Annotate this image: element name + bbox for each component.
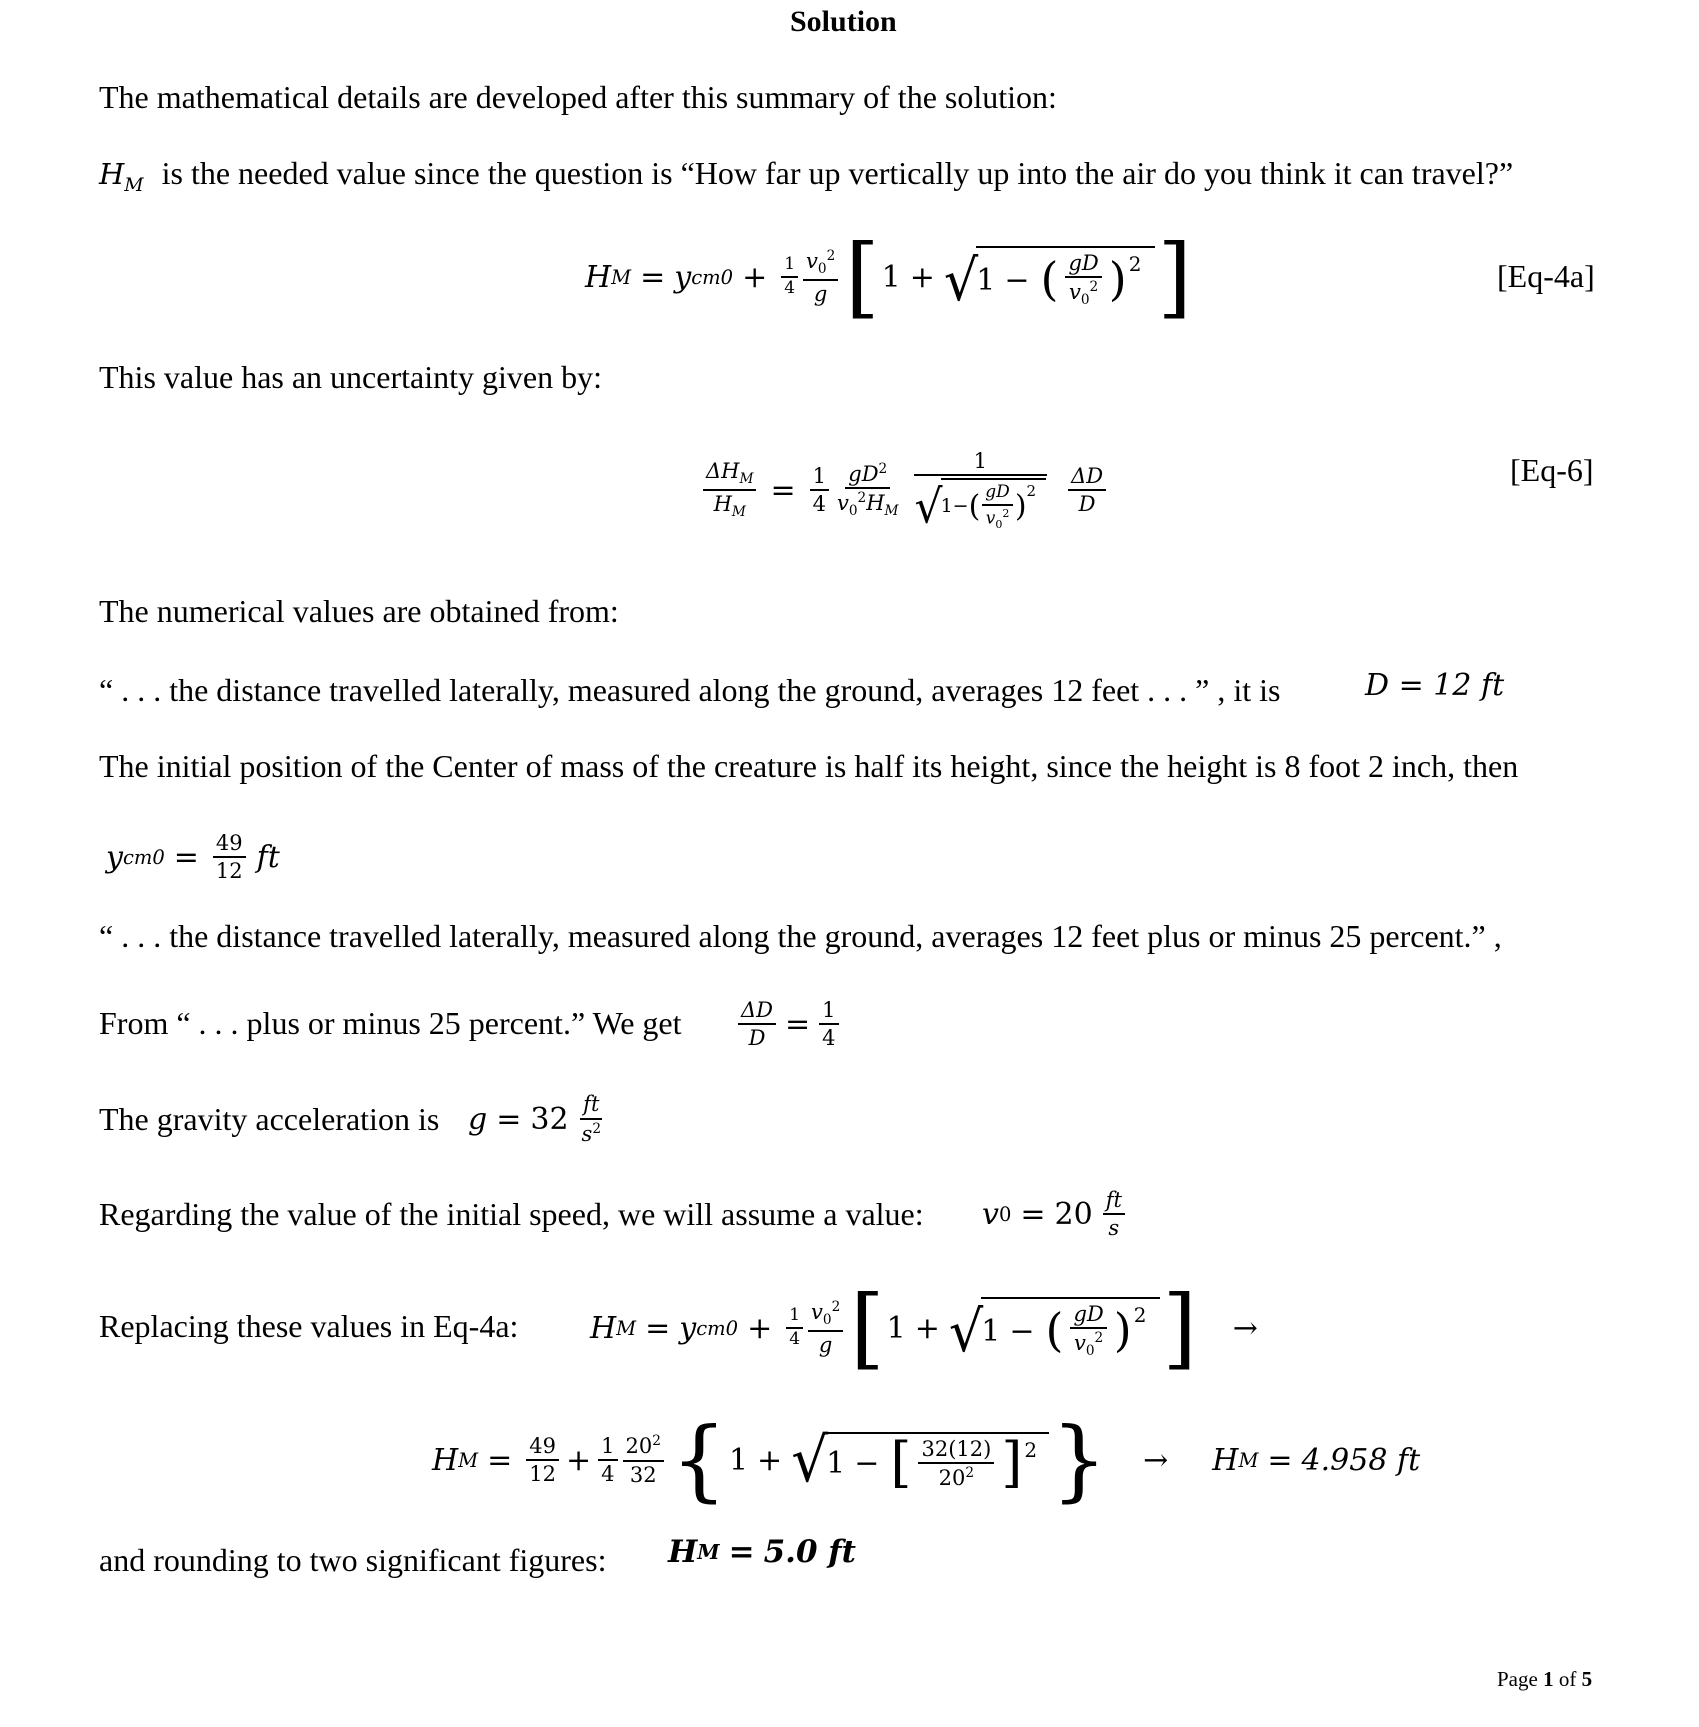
- speed-text: Regarding the value of the initial speed, we will assume a value:: [99, 1196, 924, 1232]
- page-number: Page 1 of 5: [1497, 1667, 1593, 1691]
- left-bracket: [: [845, 224, 880, 328]
- page-title: Solution: [790, 5, 897, 38]
- quarter-fraction: $\frac{1}{4}$: [781, 256, 798, 298]
- center-of-mass-text: The initial position of the Center of mass of the creature is half its height, since the height is 8 foot 2 inch, then: [99, 748, 1519, 784]
- inverse-root-fraction: 1 √ 1− ( $\frac{gD}{v_0^2}$ ) $^2$: [912, 450, 1050, 531]
- D-value: D = 12 ft: [1365, 668, 1505, 703]
- dD-over-D: $\frac{\Delta D}{D}$: [1068, 465, 1106, 515]
- from-text: From “ . . . plus or minus 25 percent.” We get: [99, 1005, 682, 1041]
- v0sq-over-g: $\frac{v_0^2}{g}$: [803, 249, 838, 305]
- arrow-icon: →: [1232, 1310, 1258, 1346]
- equation-4a: H M = y cm0 + $\frac{1}{4}$ $\frac{v_0^2}{g}$ [ 1 + √ 1 − ( $\frac{gD}{v_0^2}$ ) $^2$ ]: [585, 224, 1192, 328]
- right-bracket: ]: [1157, 224, 1192, 328]
- numeric-equation: H M = $\frac{49}{12}$ + $\frac{1}{4}$ $\frac{20^2}{32}$ { 1 + √ 1 − [ $\frac{32(12)}{20^2}$ ] $^2$ } → H M = 4.958 ft: [432, 1407, 1421, 1511]
- ycm0-equation: y cm0 = $\frac{49}{12}$ ft: [106, 830, 280, 883]
- quote-percent: “ . . . the distance travelled laterally, measured along the ground, averages 12 feet plus or minus 25 percent.” ,: [99, 918, 1502, 954]
- numerical-intro: The numerical values are obtained from:: [99, 593, 619, 629]
- final-answer: H M = 5.0 ft: [668, 1534, 856, 1570]
- replacing-text: Replacing these values in Eq-4a:: [99, 1308, 519, 1344]
- arrow-icon-2: →: [1143, 1442, 1169, 1478]
- uncertainty-intro: This value has an uncertainty given by:: [99, 359, 602, 395]
- equation-6: $\frac{\Delta H_M}{H_M}$ = $\frac{1}{4}$ $\frac{gD^2}{v_0^2H_M}$ 1 √ 1− ( $\frac{gD}{v_0^2}$ ) $^2$ $\frac{\Delta D}{D}$: [698, 430, 1111, 550]
- eq-4a-tag: [Eq-4a]: [1497, 258, 1595, 294]
- rounding-text: and rounding to two significant figures:: [99, 1542, 607, 1578]
- dH-over-H: $\frac{\Delta H_M}{H_M}$: [703, 460, 756, 519]
- gD2-over-v0sqHM: $\frac{gD^2}{v_0^2H_M}$: [836, 460, 899, 519]
- eq-6-tag: [Eq-6]: [1510, 452, 1594, 488]
- gravity-equation: g = 32 $\frac{ft}{s^2}$: [468, 1092, 602, 1146]
- hm-symbol: H: [99, 157, 125, 191]
- square-root: √ 1 − ( $\frac{gD}{v_0^2}$ ) $^2$: [944, 246, 1156, 308]
- equation-4a-repeat: H M = y cm0 + $\frac{1}{4}$ $\frac{v_0^2}{g}$ [ 1 + √ 1 − ( $\frac{gD}{v_0^2}$ ) $^2$ ] →: [590, 1275, 1258, 1379]
- dD-ratio: $\frac{\Delta D}{D}$ = $\frac{1}{4}$: [733, 992, 844, 1056]
- needed-value-line: $H_M$ is the needed value since the question is “How far up vertically up into the air do you think it can travel?”: [99, 155, 1514, 196]
- gravity-text: The gravity acceleration is: [99, 1101, 440, 1137]
- one-quarter: $\frac{1}{4}$: [810, 465, 829, 515]
- summary-intro: The mathematical details are developed after this summary of the solution:: [99, 79, 1057, 115]
- speed-equation: v 0 = 20 $\frac{ft}{s}$: [982, 1182, 1130, 1246]
- result-value: 4.958 ft: [1301, 1442, 1421, 1478]
- needed-value-text: is the needed value since the question is “How far up vertically up into the air do you think it can travel?”: [161, 155, 1514, 191]
- quote-distance: “ . . . the distance travelled laterally, measured along the ground, averages 12 feet . . . ” , it is: [99, 672, 1281, 708]
